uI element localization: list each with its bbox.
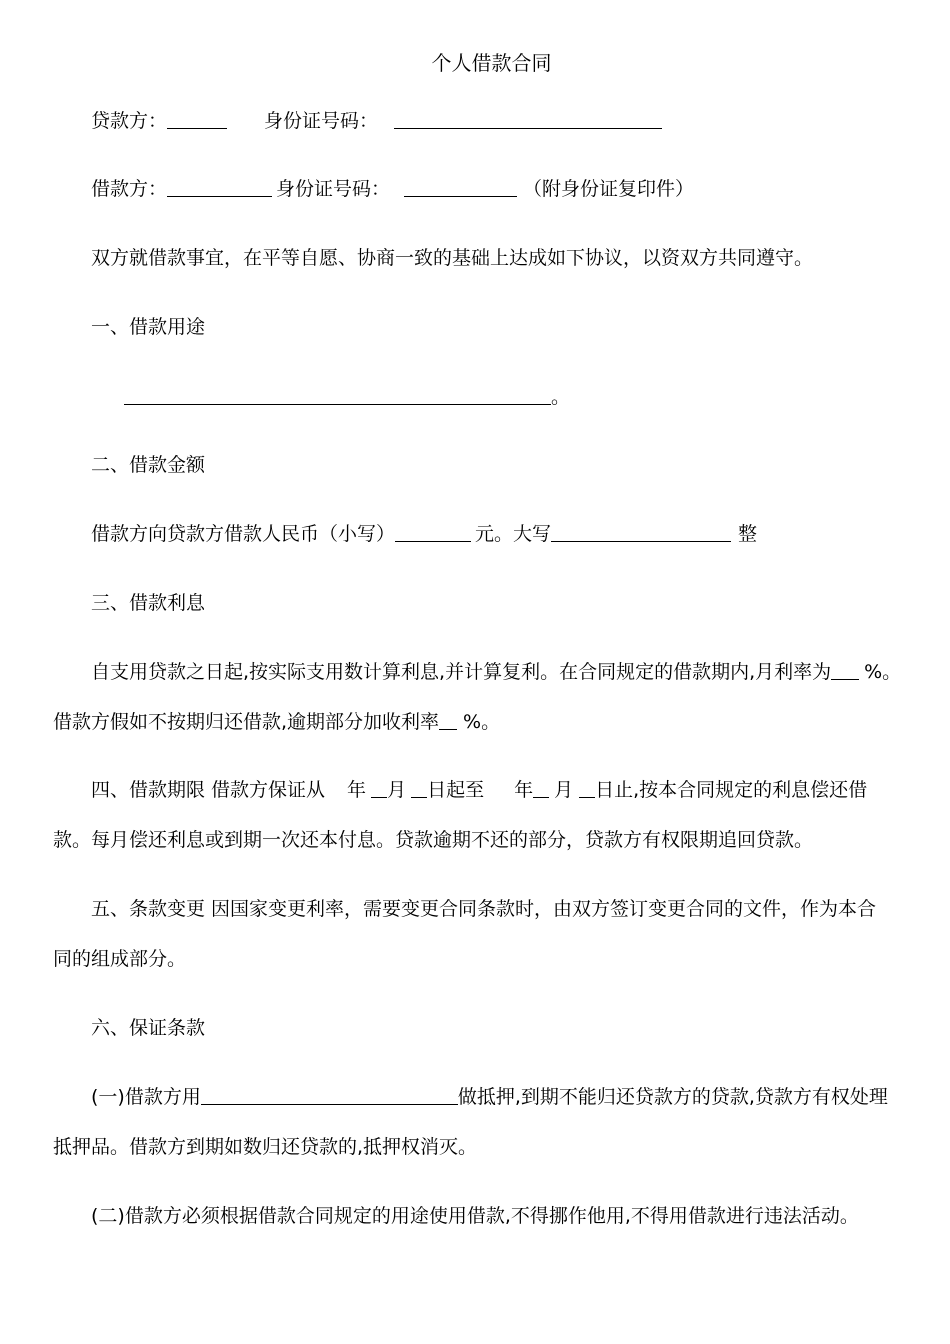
amount-lowercase-label: 借款方向贷款方借款人民币（小写） bbox=[91, 523, 396, 545]
term-day-2-blank bbox=[579, 796, 595, 798]
monthly-rate-text: 自支用贷款之日起,按实际支用数计算利息,并计算复利。在合同规定的借款期内,月利率为 bbox=[91, 661, 832, 683]
overdue-rate-text: 借款方假如不按期归还借款,逾期部分加收利率 bbox=[53, 711, 440, 733]
interest-line-2 bbox=[53, 709, 500, 735]
borrower-id-blank bbox=[404, 195, 517, 197]
term-year-2: 年 bbox=[514, 779, 534, 801]
lender-name-blank bbox=[167, 127, 227, 129]
loan-purpose-row bbox=[124, 384, 570, 410]
term-day-1-blank bbox=[411, 796, 427, 798]
guarantee-clause-2: (二)借款方必须根据借款合同规定的用途使用借款,不得挪作他用,不得用借款进行违法活动。 bbox=[91, 1205, 859, 1227]
term-month-1: 月 bbox=[387, 779, 407, 801]
amendment-line-1: 五、条款变更 因国家变更利率，需要变更合同条款时，由双方签订变更合同的文件，作为本合 bbox=[91, 898, 877, 920]
lender-label: 贷款方： bbox=[91, 110, 168, 132]
term-month-2-blank bbox=[533, 796, 549, 798]
collateral-terms: 做抵押,到期不能归还贷款方的贷款,贷款方有权处理 bbox=[457, 1086, 888, 1108]
section-3-heading: 三、借款利息 bbox=[91, 592, 206, 614]
monthly-rate-unit: %。 bbox=[864, 661, 902, 683]
term-line-1 bbox=[91, 777, 867, 803]
guarantee-clause-1-line-1 bbox=[91, 1084, 888, 1110]
section-6-heading: 六、保证条款 bbox=[91, 1017, 206, 1039]
borrower-label: 借款方： bbox=[91, 178, 168, 200]
interest-line-1 bbox=[91, 659, 901, 685]
borrower-id-note: （附身份证复印件） bbox=[523, 178, 695, 200]
section-2-heading: 二、借款金额 bbox=[91, 454, 206, 476]
collateral-blank bbox=[201, 1103, 458, 1105]
amount-uppercase-label: 元。大写 bbox=[475, 523, 552, 545]
term-year-1: 年 bbox=[347, 779, 367, 801]
borrower-row bbox=[91, 176, 694, 202]
amount-lowercase-blank bbox=[395, 540, 471, 542]
amount-suffix: 整 bbox=[738, 523, 758, 545]
term-line-2: 款。每月偿还利息或到期一次还本付息。贷款逾期不还的部分，贷款方有权限期追回贷款。 bbox=[53, 829, 814, 851]
lender-row bbox=[91, 108, 662, 134]
loan-amount-row bbox=[91, 521, 757, 547]
borrower-name-blank bbox=[167, 195, 272, 197]
borrower-id-label: 身份证号码： bbox=[276, 178, 391, 200]
intro-paragraph: 双方就借款事宜，在平等自愿、协商一致的基础上达成如下协议，以资双方共同遵守。 bbox=[91, 247, 814, 269]
section-1-heading: 一、借款用途 bbox=[91, 316, 206, 338]
term-day-1: 日起至 bbox=[427, 779, 485, 801]
amount-uppercase-blank bbox=[551, 540, 731, 542]
term-intro: 四、借款期限 借款方保证从 bbox=[91, 779, 326, 801]
term-month-2: 月 bbox=[554, 779, 574, 801]
amendment-line-2: 同的组成部分。 bbox=[53, 948, 187, 970]
loan-purpose-end: 。 bbox=[551, 386, 571, 408]
term-day-2: 日止,按本合同规定的利息偿还借 bbox=[595, 779, 868, 801]
document-title: 个人借款合同 bbox=[431, 51, 552, 75]
loan-purpose-blank bbox=[124, 403, 551, 405]
overdue-rate-blank bbox=[439, 728, 457, 730]
guarantee-clause-1-line-2: 抵押品。借款方到期如数归还贷款的,抵押权消灭。 bbox=[53, 1136, 478, 1158]
lender-id-blank bbox=[394, 127, 662, 129]
overdue-rate-unit: %。 bbox=[463, 711, 501, 733]
collateral-label: (一)借款方用 bbox=[91, 1086, 201, 1108]
lender-id-label: 身份证号码： bbox=[264, 110, 379, 132]
term-month-1-blank bbox=[371, 796, 387, 798]
monthly-rate-blank bbox=[831, 678, 859, 680]
